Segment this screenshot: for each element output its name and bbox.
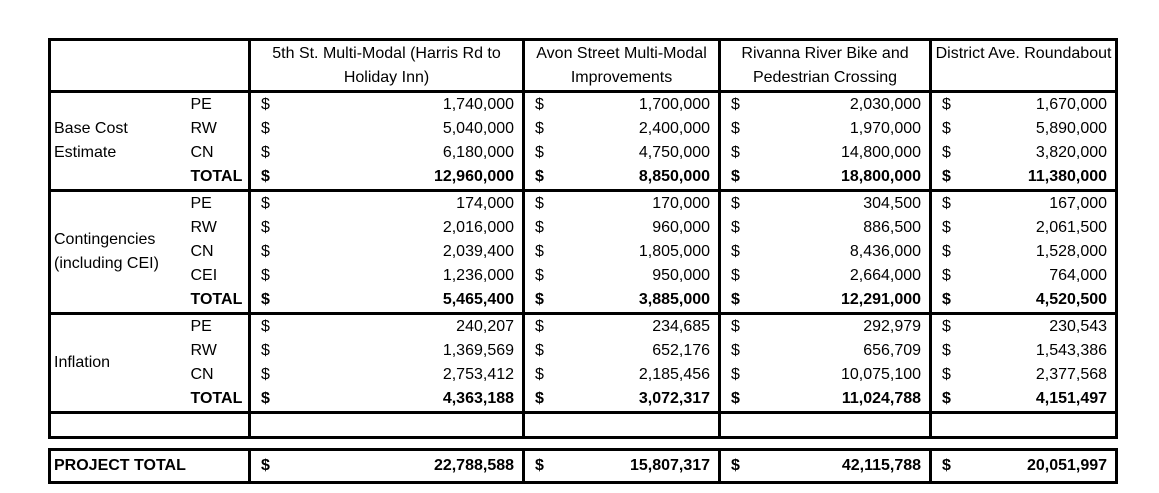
amount-cell: 6,180,000 xyxy=(442,144,515,161)
amount-cell: 2,400,000 xyxy=(638,120,711,137)
spacer-cell xyxy=(50,438,1117,450)
amount-cell: 8,850,000 xyxy=(544,165,720,191)
project-total-row xyxy=(50,450,1117,483)
amount-cell: 2,664,000 xyxy=(849,267,922,284)
currency-symbol: $ xyxy=(720,165,740,191)
currency-symbol: $ xyxy=(250,165,270,191)
amount-cell: 4,363,188 xyxy=(270,387,524,413)
row-sublabel: RW xyxy=(190,219,217,236)
currency-symbol: $ xyxy=(931,288,951,314)
currency-symbol: $ xyxy=(720,117,740,141)
currency-symbol: $ xyxy=(524,450,544,483)
amount-cell: 4,520,500 xyxy=(951,288,1117,314)
table-row xyxy=(50,387,1117,413)
table-row xyxy=(50,216,1117,240)
column-header: District Ave. Roundabout xyxy=(931,40,1117,92)
amount-cell: 2,753,412 xyxy=(442,366,515,383)
currency-symbol: $ xyxy=(931,141,951,165)
amount-cell: 2,016,000 xyxy=(442,219,515,236)
blank-cell xyxy=(720,413,931,438)
row-sublabel: RW xyxy=(190,120,217,137)
currency-symbol: $ xyxy=(931,314,951,340)
amount-cell: 1,970,000 xyxy=(849,120,922,137)
column-header: Avon Street Multi-Modal Improvements xyxy=(524,40,720,92)
amount-cell: 1,369,569 xyxy=(442,342,515,359)
amount-cell: 1,700,000 xyxy=(638,96,711,113)
blank-row xyxy=(50,413,1117,438)
currency-symbol: $ xyxy=(720,92,740,118)
currency-symbol: $ xyxy=(524,387,544,413)
currency-symbol: $ xyxy=(720,363,740,387)
amount-cell: 1,740,000 xyxy=(442,96,515,113)
project-total-amount: 20,051,997 xyxy=(951,450,1117,483)
project-total-label: PROJECT TOTAL xyxy=(50,450,250,483)
currency-symbol: $ xyxy=(720,387,740,413)
amount-cell: 3,820,000 xyxy=(951,141,1117,165)
table-row xyxy=(50,314,1117,340)
currency-symbol: $ xyxy=(931,450,951,483)
table-row xyxy=(50,288,1117,314)
amount-cell: 11,024,788 xyxy=(740,387,931,413)
currency-symbol: $ xyxy=(524,339,544,363)
currency-symbol: $ xyxy=(931,363,951,387)
blank-cell xyxy=(250,413,524,438)
currency-symbol: $ xyxy=(524,117,544,141)
currency-symbol: $ xyxy=(524,363,544,387)
row-sublabel: CEI xyxy=(190,267,218,284)
header-corner-cell xyxy=(50,40,250,92)
amount-cell: 4,151,497 xyxy=(951,387,1117,413)
table-row xyxy=(50,165,1117,191)
group-label: Contingencies (including CEI) xyxy=(50,191,179,314)
amount-cell: 1,543,386 xyxy=(951,339,1117,363)
amount-cell: 12,291,000 xyxy=(740,288,931,314)
currency-symbol: $ xyxy=(250,141,270,165)
amount-cell: 2,377,568 xyxy=(951,363,1117,387)
column-header: 5th St. Multi-Modal (Harris Rd to Holiday Inn) xyxy=(250,40,524,92)
header-row xyxy=(50,40,1117,92)
amount-cell: 4,750,000 xyxy=(638,144,711,161)
currency-symbol: $ xyxy=(250,117,270,141)
amount-cell: 960,000 xyxy=(652,219,711,236)
blank-cell xyxy=(931,413,1117,438)
amount-cell: 11,380,000 xyxy=(951,165,1117,191)
amount-cell: 652,176 xyxy=(652,342,711,359)
amount-cell: 5,040,000 xyxy=(442,120,515,137)
currency-symbol: $ xyxy=(250,264,270,288)
amount-cell: 1,670,000 xyxy=(951,92,1117,118)
currency-symbol: $ xyxy=(250,387,270,413)
project-total-amount: 15,807,317 xyxy=(544,450,720,483)
currency-symbol: $ xyxy=(524,264,544,288)
table-body xyxy=(50,40,1117,483)
spacer-row xyxy=(50,438,1117,450)
amount-cell: 5,890,000 xyxy=(951,117,1117,141)
row-sublabel: CN xyxy=(190,243,214,260)
amount-cell: 2,039,400 xyxy=(442,243,515,260)
amount-cell: 1,805,000 xyxy=(638,243,711,260)
currency-symbol: $ xyxy=(720,339,740,363)
currency-symbol: $ xyxy=(524,216,544,240)
table-row xyxy=(50,339,1117,363)
table-row xyxy=(50,92,1117,118)
currency-symbol: $ xyxy=(524,191,544,217)
currency-symbol: $ xyxy=(524,288,544,314)
group-label: Base Cost Estimate xyxy=(50,92,179,191)
row-sublabel: CN xyxy=(190,144,214,161)
amount-cell: 292,979 xyxy=(863,318,922,335)
row-sublabel: TOTAL xyxy=(179,288,250,314)
currency-symbol: $ xyxy=(931,92,951,118)
amount-cell: 18,800,000 xyxy=(740,165,931,191)
table-row xyxy=(50,117,1117,141)
cost-table-container xyxy=(48,38,1115,484)
blank-cell xyxy=(50,413,250,438)
table-row xyxy=(50,191,1117,217)
row-sublabel: TOTAL xyxy=(179,387,250,413)
amount-cell: 174,000 xyxy=(456,195,515,212)
amount-cell: 764,000 xyxy=(951,264,1117,288)
amount-cell: 8,436,000 xyxy=(849,243,922,260)
project-total-amount: 42,115,788 xyxy=(740,450,931,483)
row-sublabel: TOTAL xyxy=(179,165,250,191)
currency-symbol: $ xyxy=(250,339,270,363)
column-header: Rivanna River Bike and Pedestrian Crossing xyxy=(720,40,931,92)
table-row xyxy=(50,363,1117,387)
currency-symbol: $ xyxy=(250,92,270,118)
amount-cell: 1,528,000 xyxy=(951,240,1117,264)
amount-cell: 3,072,317 xyxy=(544,387,720,413)
amount-cell: 240,207 xyxy=(456,318,515,335)
currency-symbol: $ xyxy=(931,216,951,240)
amount-cell: 234,685 xyxy=(652,318,711,335)
amount-cell: 2,061,500 xyxy=(951,216,1117,240)
currency-symbol: $ xyxy=(720,314,740,340)
currency-symbol: $ xyxy=(720,288,740,314)
currency-symbol: $ xyxy=(931,264,951,288)
currency-symbol: $ xyxy=(720,240,740,264)
amount-cell: 1,236,000 xyxy=(442,267,515,284)
row-sublabel: PE xyxy=(190,318,212,335)
amount-cell: 12,960,000 xyxy=(270,165,524,191)
currency-symbol: $ xyxy=(931,165,951,191)
cost-estimate-table xyxy=(48,38,1118,484)
currency-symbol: $ xyxy=(250,288,270,314)
currency-symbol: $ xyxy=(250,314,270,340)
currency-symbol: $ xyxy=(720,141,740,165)
amount-cell: 2,030,000 xyxy=(849,96,922,113)
currency-symbol: $ xyxy=(931,387,951,413)
group-label: Inflation xyxy=(50,314,179,413)
currency-symbol: $ xyxy=(931,117,951,141)
currency-symbol: $ xyxy=(720,191,740,217)
project-total-amount: 22,788,588 xyxy=(270,450,524,483)
amount-cell: 10,075,100 xyxy=(840,366,922,383)
amount-cell: 2,185,456 xyxy=(638,366,711,383)
currency-symbol: $ xyxy=(720,264,740,288)
amount-cell: 14,800,000 xyxy=(840,144,922,161)
table-row xyxy=(50,141,1117,165)
amount-cell: 656,709 xyxy=(863,342,922,359)
currency-symbol: $ xyxy=(250,216,270,240)
currency-symbol: $ xyxy=(524,92,544,118)
table-row xyxy=(50,240,1117,264)
amount-cell: 886,500 xyxy=(863,219,922,236)
amount-cell: 230,543 xyxy=(951,314,1117,340)
currency-symbol: $ xyxy=(931,339,951,363)
currency-symbol: $ xyxy=(524,240,544,264)
row-sublabel: RW xyxy=(190,342,217,359)
row-sublabel: PE xyxy=(190,96,212,113)
currency-symbol: $ xyxy=(931,191,951,217)
currency-symbol: $ xyxy=(250,363,270,387)
amount-cell: 3,885,000 xyxy=(544,288,720,314)
currency-symbol: $ xyxy=(524,165,544,191)
currency-symbol: $ xyxy=(931,240,951,264)
currency-symbol: $ xyxy=(720,216,740,240)
currency-symbol: $ xyxy=(250,240,270,264)
currency-symbol: $ xyxy=(524,314,544,340)
amount-cell: 5,465,400 xyxy=(270,288,524,314)
currency-symbol: $ xyxy=(524,141,544,165)
row-sublabel: PE xyxy=(190,195,212,212)
amount-cell: 950,000 xyxy=(652,267,711,284)
currency-symbol: $ xyxy=(720,450,740,483)
currency-symbol: $ xyxy=(250,450,270,483)
amount-cell: 304,500 xyxy=(863,195,922,212)
currency-symbol: $ xyxy=(250,191,270,217)
amount-cell: 167,000 xyxy=(951,191,1117,217)
blank-cell xyxy=(524,413,720,438)
table-row xyxy=(50,264,1117,288)
amount-cell: 170,000 xyxy=(652,195,711,212)
row-sublabel: CN xyxy=(190,366,214,383)
